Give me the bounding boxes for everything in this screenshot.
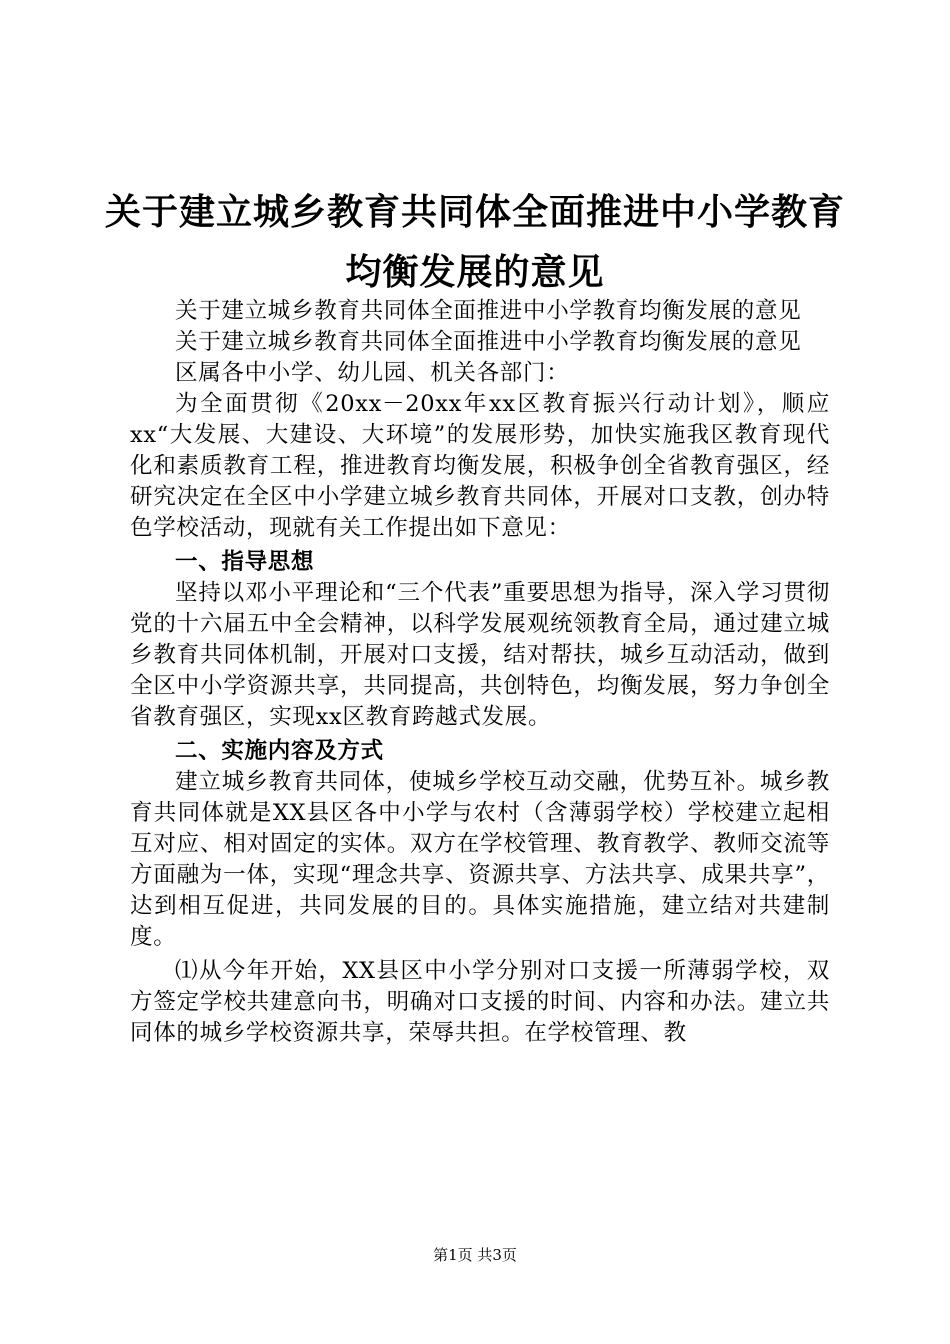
section-heading: 一、指导思想 bbox=[175, 549, 315, 575]
body-paragraph: 为全面贯彻《20xx－20xx年xx区教育振兴行动计划》，顺应xx“大发展、大建设、大环境”的发展形势，加快实施我区教育现代化和素质教育工程，推进教育均衡发展，积极争创全省教育强区，经研究决定在全区中小学建立城乡教育共同体，开展对口支教，创办特色学校活动，现就有关工作提出如下意见： bbox=[130, 391, 830, 541]
body-paragraph: 建立城乡教育共同体，使城乡学校互动交融，优势互补。城乡教育共同体就是XX县区各中小学与农村（含薄弱学校）学校建立起相互对应、相对固定的实体。双方在学校管理、教育教学、教师交流等方面融为一体，实现“理念共享、资源共享、方法共享、成果共享”，达到相互促进，共同发展的目的。具体实施措施，建立结对共建制度。 bbox=[130, 769, 830, 950]
body-paragraph: 关于建立城乡教育共同体全面推进中小学教育均衡发展的意见 bbox=[175, 298, 802, 324]
document-title-line-1: 关于建立城乡教育共同体全面推进中小学教育 bbox=[104, 191, 845, 233]
section-heading: 二、实施内容及方式 bbox=[175, 738, 384, 764]
document-title-line-2: 均衡发展的意见 bbox=[345, 251, 605, 293]
document-body bbox=[130, 296, 830, 1049]
salutation: 区属各中小学、幼儿园、机关各部门： bbox=[175, 360, 570, 386]
body-paragraph: 坚持以邓小平理论和“三个代表”重要思想为指导，深入学习贯彻党的十六届五中全会精神，以科学发展观统领教育全局，通过建立城乡教育共同体机制，开展对口支援，结对帮扶，城乡互动活动，做到全区中小学资源共享，共同提高，共创特色，均衡发展，努力争创全省教育强区，实现xx区教育跨越式发展。 bbox=[130, 580, 830, 730]
page-number-footer: 第1页 共3页 bbox=[433, 1246, 517, 1264]
body-paragraph: 关于建立城乡教育共同体全面推进中小学教育均衡发展的意见 bbox=[175, 329, 802, 355]
body-paragraph: ⑴从今年开始，XX县区中小学分别对口支援一所薄弱学校，双方签定学校共建意向书，明确对口支援的时间、内容和办法。建立共同体的城乡学校资源共享，荣辱共担。在学校管理、教 bbox=[130, 958, 830, 1046]
